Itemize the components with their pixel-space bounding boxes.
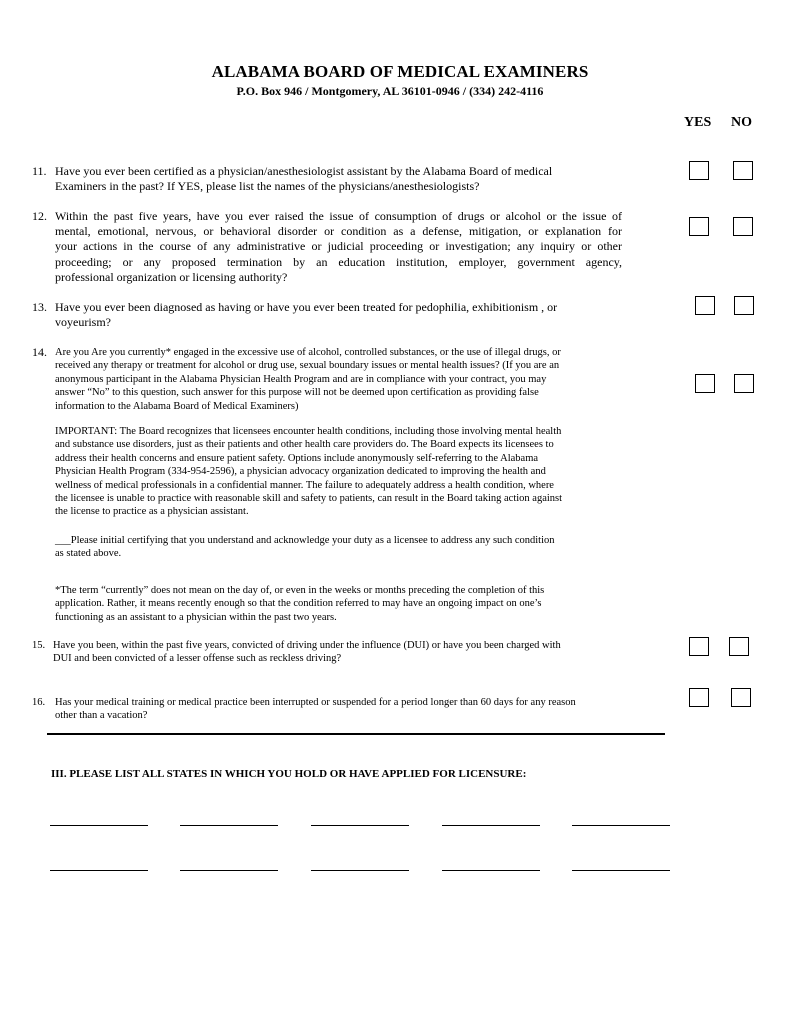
currently-footnote (55, 584, 629, 624)
state-entry-line[interactable] (311, 824, 409, 826)
q12-yes-checkbox[interactable] (689, 217, 709, 236)
state-entry-line[interactable] (50, 824, 148, 826)
question-number: 16. (32, 697, 46, 708)
question-text-line: answer “No” to this question, such answer for this purpose will not be deemed upon certification as providing false (55, 387, 539, 399)
notice-line: the license to practice as a physician assistant. (55, 506, 249, 518)
question-text-line: Within the past five years, have you ever raised the issue of consumption of drugs or alcohol or the issue of (55, 209, 622, 223)
q14-yes-checkbox[interactable] (695, 374, 715, 393)
question-text-line: Have you been, within the past five years, convicted of driving under the influence (DUI) or have you been charged with (53, 640, 561, 651)
question-number: 13. (32, 300, 47, 314)
state-entry-line[interactable] (311, 869, 409, 871)
notice-line: IMPORTANT: The Board recognizes that licensees encounter health conditions, including those involving mental health (55, 426, 562, 437)
state-entry-line[interactable] (442, 869, 540, 871)
question-text-line: Examiners in the past? If YES, please list the names of the physicians/anesthesiologists? (55, 179, 480, 194)
question-number: 12. (32, 209, 47, 223)
notice-line: Physician Health Program (334-954-2596), a physician advocacy organization dedicated to improving the health and (55, 466, 546, 478)
initial-certification[interactable] (55, 534, 629, 561)
q14-no-checkbox[interactable] (734, 374, 754, 393)
question-text-line: voyeurism? (55, 315, 111, 330)
footnote-line: application. Rather, it means recently enough so that the condition referred to may have an ongoing impact on one’s (55, 598, 542, 610)
initial-line: ___Please initial certifying that you understand and acknowledge your duty as a licensee to address any such condition (55, 535, 555, 546)
yes-column-header: YES (684, 115, 712, 130)
notice-line: the licensee is unable to practice with reasonable skill and safety to patients, can result in the Board taking action against (55, 493, 563, 505)
question-text-line: other than a vacation? (55, 710, 148, 722)
question-text-line: Has your medical training or medical practice been interrupted or suspended for a period longer than 60 days for any reason (55, 697, 576, 708)
initial-line: as stated above. (55, 548, 122, 560)
section-divider (47, 733, 665, 735)
question-text-line: Are you Are you currently* engaged in the excessive use of alcohol, controlled substances, or the use of illegal drugs, or (55, 347, 561, 358)
important-notice (55, 425, 629, 519)
q16-yes-checkbox[interactable] (689, 688, 709, 707)
footnote-line: functioning as an assistant to a physician within the past two years. (55, 611, 337, 623)
state-entry-line[interactable] (572, 824, 670, 826)
notice-line: address their health concerns and ensure patient safety. Options include anonymously self-referring to the Alabama (55, 452, 539, 464)
question-text-line: your actions in the course of any administrative or judicial proceeding or investigation; any inquiry or other (55, 239, 622, 254)
q15-no-checkbox[interactable] (729, 637, 749, 656)
question-text-line: professional organization or licensing authority? (55, 269, 288, 284)
question-text-line: received any therapy or treatment for alcohol or drug use, sexual boundary issues or mental health issues? (If you are an (55, 360, 560, 372)
q13-yes-checkbox[interactable] (695, 296, 715, 315)
footnote-line: *The term “currently” does not mean on the day of, or even in the weeks or months preceding the completion of this (55, 585, 545, 596)
state-entry-line[interactable] (180, 869, 278, 871)
state-entry-line[interactable] (442, 824, 540, 826)
notice-line: wellness of medical professionals in a confidential manner. The failure to adequately address a health condition, where (55, 479, 554, 491)
question-number: 14. (32, 345, 47, 359)
board-address: P.O. Box 946 / Montgomery, AL 36101-0946 / (334) 242-4116 (236, 84, 544, 98)
q11-yes-checkbox[interactable] (689, 161, 709, 180)
state-entry-line[interactable] (50, 869, 148, 871)
question-text-line: mental, emotional, nervous, or behavioral disorder or condition as a defense, mitigation, or explanation for (55, 224, 622, 239)
q11-no-checkbox[interactable] (733, 161, 753, 180)
q15-yes-checkbox[interactable] (689, 637, 709, 656)
notice-line: and substance use disorders, just as their patients and other health care providers do. The Board expects its licensees to (55, 439, 554, 451)
question-number: 15. (32, 640, 46, 651)
page-title: ALABAMA BOARD OF MEDICAL EXAMINERS (211, 62, 589, 81)
section-3-heading: III. PLEASE LIST ALL STATES IN WHICH YOU HOLD OR HAVE APPLIED FOR LICENSURE: (51, 768, 527, 780)
question-text-line: proceeding; or any proposed termination by an education institution, employer, government agency, (55, 254, 622, 269)
q12-no-checkbox[interactable] (733, 217, 753, 236)
no-column-header: NO (731, 115, 752, 130)
q16-no-checkbox[interactable] (731, 688, 751, 707)
state-entry-line[interactable] (572, 869, 670, 871)
question-text-line: Have you ever been certified as a physician/anesthesiologist assistant by the Alabama Board of medical (55, 164, 553, 178)
question-number: 11. (32, 164, 47, 178)
question-text-line: Have you ever been diagnosed as having or have you ever been treated for pedophilia, exhibitionism , or (55, 300, 558, 314)
question-text-line: anonymous participant in the Alabama Physician Health Program and are in compliance with your contract, you may (55, 373, 547, 385)
q13-no-checkbox[interactable] (734, 296, 754, 315)
state-entry-line[interactable] (180, 824, 278, 826)
question-text-line: DUI and been convicted of a lesser offense such as reckless driving? (53, 653, 342, 665)
question-text-line: information to the Alabama Board of Medical Examiners) (55, 400, 299, 412)
